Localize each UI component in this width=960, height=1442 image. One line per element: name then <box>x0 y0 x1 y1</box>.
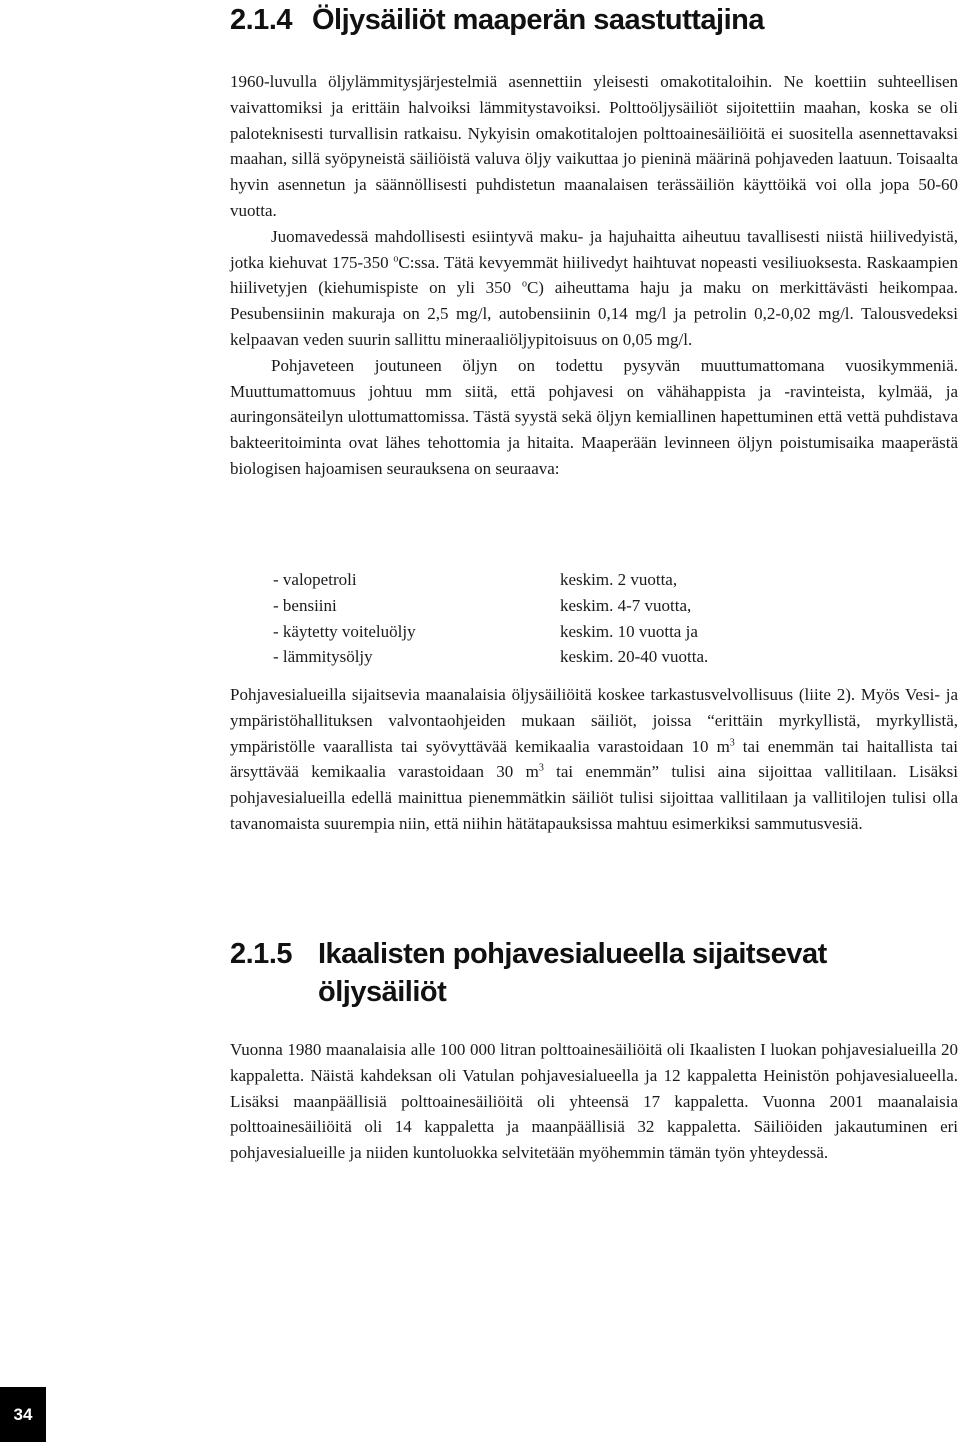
list-item: - valopetroli keskim. 2 vuotta, <box>273 570 678 589</box>
section-number: 2.1.4 <box>230 4 292 36</box>
section-body <box>230 69 958 482</box>
page-number: 34 <box>13 1404 33 1424</box>
list-item: - käytetty voiteluöljy keskim. 10 vuotta ja <box>273 621 698 641</box>
paragraph: Pohjaveteen joutuneen öljyn on todettu pysyvän muuttumattomana vuosikymmeniä. Muuttumattomuus johtuu mm siitä, että pohjavesi on vähähappista ja -ravinteista, kylmää, ja auringonsäteilyn ulottumattomissa. Tästä syystä sekä öljyn kemiallinen hapettuminen että vettä puhdistava bakteeritoiminta ovat lähes tehottomia ja hitaita. Maaperään levinneen öljyn poistumisaika maaperästä biologisen hajoamisen seurauksena on seuraava: <box>230 355 958 478</box>
section-title: Öljysäiliöt maaperän saastuttajina <box>312 4 765 36</box>
cubic-superscript: 3 <box>729 736 735 748</box>
list-item: - bensiini keskim. 4-7 vuotta, <box>273 595 692 615</box>
section-heading-2-1-4 <box>230 2 764 38</box>
paragraph: Pohjavesialueilla sijaitsevia maanalaisia öljysäiliöitä koskee tarkastusvelvollisuus (liite 2). Myös Vesi- ja ympäristöhallituksen valvontaohjeiden mukaan säiliöt, joissa “erittäin myrkyllistä, myrkyllistä, ympäristölle vaarallista tai syövyttävää kemikaalia varastoidaan 10 $m^3$ tai enemmän tai haitallista tai ärsyttävää kemikaalia varastoidaan 30 $m^3$ tai enemmän” tulisi aina sijoittaa vallitilaan. Lisäksi pohjavesialueilla edellä mainittua pienemmätkin säiliöt tulisi sijoittaa vallitilaan ja vallitilojen tulisi olla tavanomaista suurempia niin, että niihin hätätapauksissa mahtuu esimerkiksi sammutusvesiä. <box>230 685 958 833</box>
decomposition-time-list <box>273 567 708 670</box>
section-title-line1: Ikaalisten pohjavesialueella sijaitsevat <box>318 938 827 970</box>
paragraph: 1960-luvulla öljylämmitysjärjestelmiä asennettiin yleisesti omakotitaloihin. Ne koettiin suhteellisen vaivattomiksi ja erittäin halvoiksi lämmitystavoiksi. Polttoöljysäiliöt sijoitettiin maahan, koska se oli paloteknisesti turvallisin ratkaisu. Nykyisin omakotitalojen polttoainesäiliöitä ei suositella asennettavaksi maahan, sillä syöpyneistä säiliöistä valuva öljy vaikuttaa jo pieninä määrinä pohjaveden laatuun. Toisaalta hyvin asennetun ja säännöllisesti puhdistetun maanalaisen terässäiliön käyttöikä voi olla jopa 50-60 vuotta. <box>230 72 958 220</box>
list-item: - lämmitysöljy keskim. 20-40 vuotta. <box>273 647 709 667</box>
paragraph: Vuonna 1980 maanalaisia alle 100 000 litran polttoainesäiliöitä oli Ikaalisten I luokan pohjavesialueilla 20 kappaletta. Näistä kahdeksan oli Vatulan pohjavesialueella ja 12 kappaletta Heinistön pohjavesialueella. Lisäksi maanpäällisiä polttoainesäiliöitä oli yhteensä 17 kappaletta. Vuonna 2001 maanalaisia polttoainesäiliöitä oli 14 kappaletta ja maanpäällisiä 32 kappaletta. Säiliöiden jakautuminen eri pohjavesialueille ja niiden kuntoluokka selvitetään myöhemmin tämän työn yhteydessä. <box>230 1040 958 1163</box>
page-number-badge <box>0 1387 46 1442</box>
degree-superscript: o <box>393 252 399 264</box>
section-title-line2: öljysäiliöt <box>318 976 447 1008</box>
section-body <box>230 1037 958 1166</box>
section-number: 2.1.5 <box>230 938 292 970</box>
paragraph: Juomavedessä mahdollisesti esiintyvä maku- ja hajuhaitta aiheutuu tavallisesti niistä hiilivedyistä, jotka kiehuvat 175-350 $^o$C:ssa. Tätä kevyemmät hiilivedyt haihtuvat nopeasti vesiliuoksesta. Raskaampien hiilivetyjen (kiehumispiste on yli 350 $^o$C) aiheuttama haju ja maku on merkittävästi heikompaa. Pesubensiinin makuraja on 2,5 mg/l, autobensiinin 0,14 mg/l ja petrolin 0,2-0,02 mg/l. Talousvedeksi kelpaavan veden suurin sallittu mineraaliöljypitoisuus on 0,05 mg/l. <box>230 226 958 349</box>
section-heading-2-1-5 <box>230 935 930 1011</box>
section-body <box>230 682 958 837</box>
degree-superscript: o <box>521 278 527 290</box>
cubic-superscript: 3 <box>538 762 544 774</box>
